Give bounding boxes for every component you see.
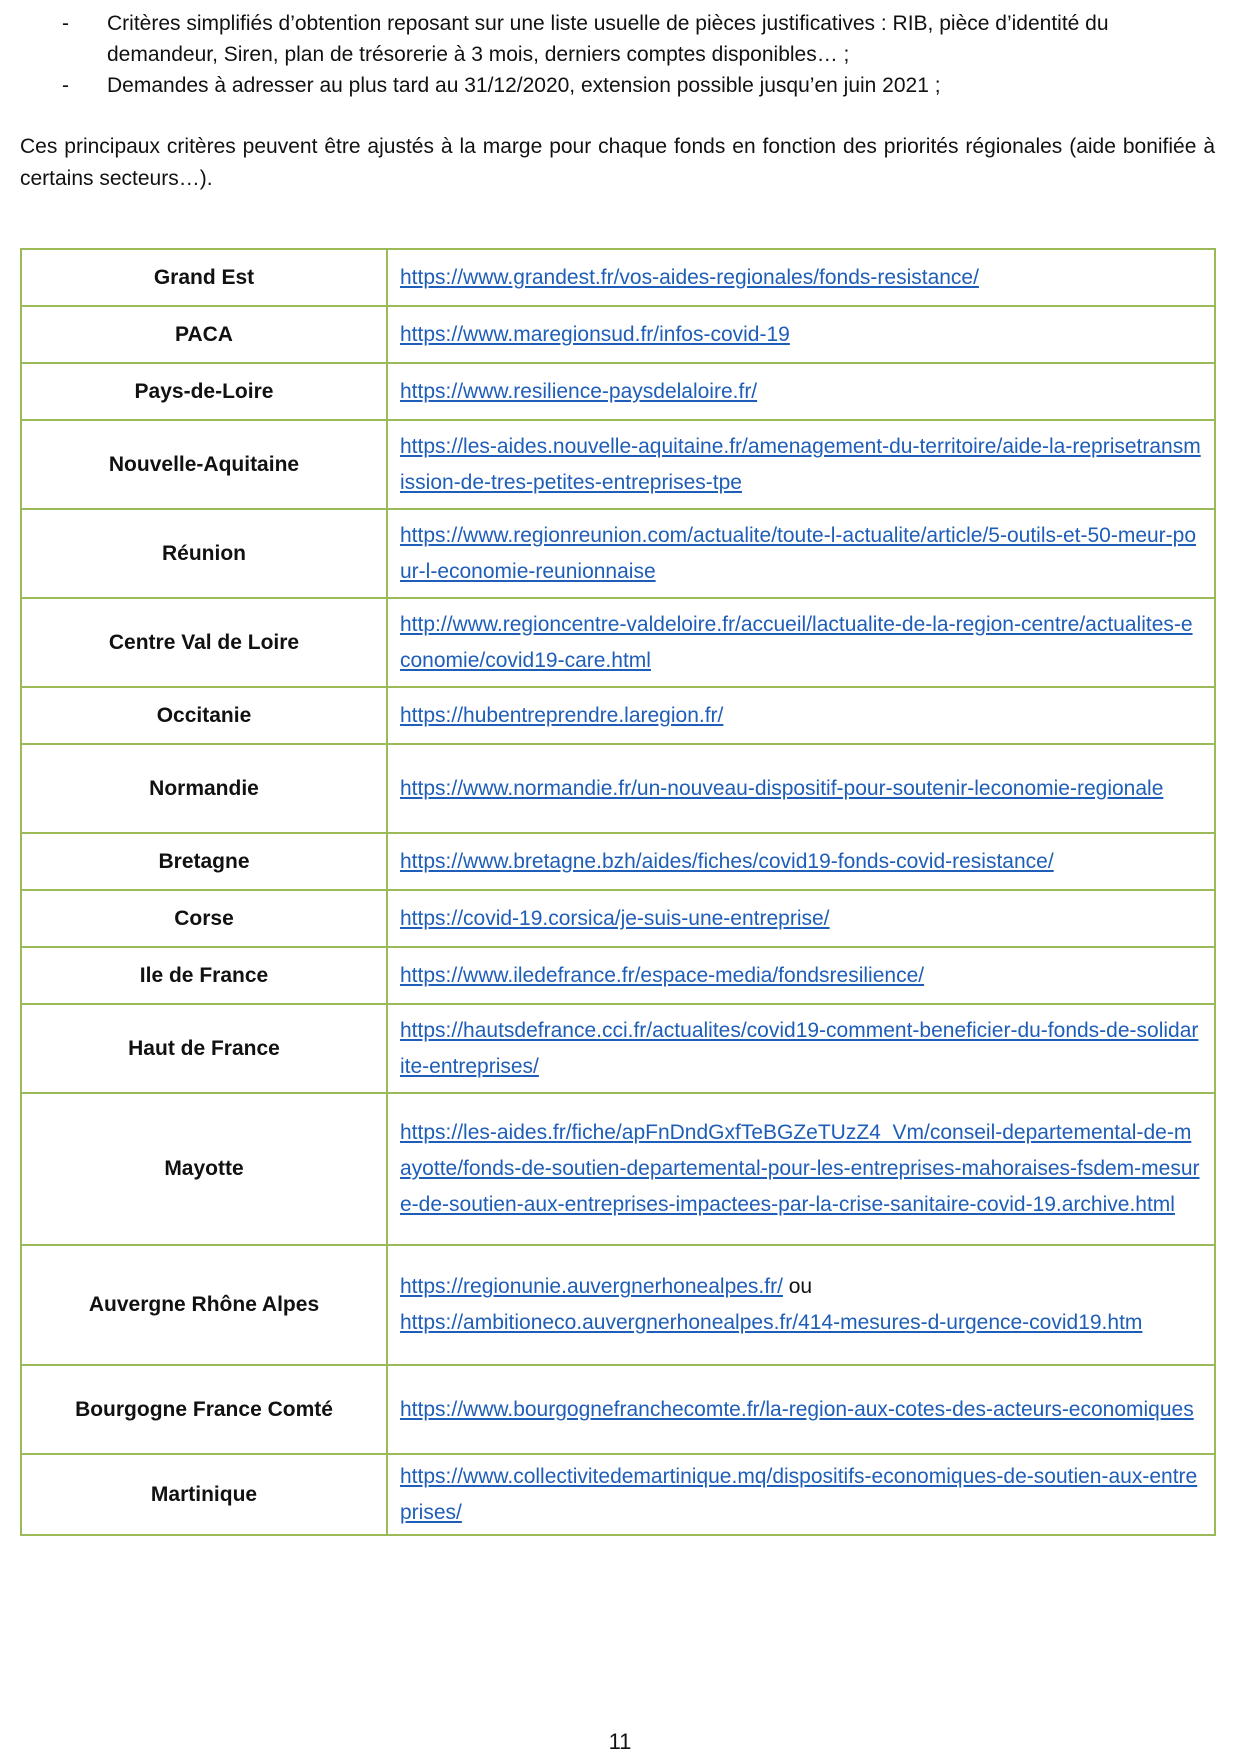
- region-link-cell: [387, 890, 1215, 947]
- region-name: Nouvelle-Aquitaine: [21, 420, 387, 509]
- region-link-cell: [387, 363, 1215, 420]
- region-link[interactable]: https://www.maregionsud.fr/infos-covid-19: [400, 322, 790, 346]
- region-link[interactable]: https://www.grandest.fr/vos-aides-regionales/fonds-resistance/: [400, 265, 979, 289]
- table-row: [21, 687, 1215, 744]
- table-row: [21, 1365, 1215, 1454]
- link-joiner: ou: [782, 1275, 813, 1298]
- region-link[interactable]: https://les-aides.fr/fiche/apFnDndGxfTeBGZeTUzZ4_Vm/conseil-departemental-de-mayotte/fonds-de-soutien-departemental-pour-les-entreprises-mahoraises-fsdem-mesure-de-soutien-aux-entreprises-impactees-par-la-crise-sanitaire-covid-19.archive.html: [400, 1121, 1200, 1216]
- region-link[interactable]: https://www.iledefrance.fr/espace-media/fondsresilience/: [400, 963, 925, 987]
- bullet-text: Demandes à adresser au plus tard au 31/12/2020, extension possible jusqu’en juin 2021 ;: [107, 74, 941, 97]
- region-link-cell: [387, 509, 1215, 598]
- region-link[interactable]: https://www.resilience-paysdelaloire.fr/: [400, 379, 758, 403]
- table-row: [21, 1245, 1215, 1365]
- region-name: Haut de France: [21, 1004, 387, 1093]
- region-link[interactable]: https://www.collectivitedemartinique.mq/dispositifs-economiques-de-soutien-aux-entreprises/: [400, 1464, 1198, 1524]
- region-link[interactable]: https://covid-19.corsica/je-suis-une-entreprise/: [400, 906, 830, 930]
- table-row: [21, 363, 1215, 420]
- region-name: Corse: [21, 890, 387, 947]
- region-link[interactable]: http://www.regioncentre-valdeloire.fr/accueil/lactualite-de-la-region-centre/actualites-economie/covid19-care.html: [400, 612, 1193, 672]
- region-name: Pays-de-Loire: [21, 363, 387, 420]
- region-link[interactable]: https://les-aides.nouvelle-aquitaine.fr/amenagement-du-territoire/aide-la-reprisetransmission-de-tres-petites-entreprises-tpe: [400, 434, 1201, 494]
- regional-funds-table: [20, 248, 1216, 1536]
- region-name: Auvergne Rhône Alpes: [21, 1245, 387, 1365]
- region-name: Normandie: [21, 744, 387, 833]
- table-row: [21, 249, 1215, 306]
- region-link-cell: [387, 833, 1215, 890]
- criteria-paragraph: Ces principaux critères peuvent être ajustés à la marge pour chaque fonds en fonction des priorités régionales (aide bonifiée à certains secteurs…).: [20, 135, 1215, 190]
- region-link-cell: [387, 1004, 1215, 1093]
- region-name: Bourgogne France Comté: [21, 1365, 387, 1454]
- region-link[interactable]: https://hautsdefrance.cci.fr/actualites/covid19-comment-beneficier-du-fonds-de-solidarite-entreprises/: [400, 1018, 1199, 1078]
- page-number: 11: [608, 1729, 632, 1754]
- region-name: Bretagne: [21, 833, 387, 890]
- region-link-cell: [387, 744, 1215, 833]
- table-row: [21, 890, 1215, 947]
- bullet-text: Critères simplifiés d’obtention reposant sur une liste usuelle de pièces justificatives : RIB, pièce d’identité du demandeur, Siren, plan de trésorerie à 3 mois, derniers comptes disponibles… ;: [107, 12, 1109, 66]
- region-name: Réunion: [21, 509, 387, 598]
- region-link-cell: [387, 1093, 1215, 1245]
- region-link-cell: [387, 306, 1215, 363]
- region-link-cell: [387, 1365, 1215, 1454]
- region-name: Grand Est: [21, 249, 387, 306]
- table-row: [21, 509, 1215, 598]
- bullet-list: [62, 8, 1222, 101]
- region-link[interactable]: https://www.normandie.fr/un-nouveau-dispositif-pour-soutenir-leconomie-regionale: [400, 776, 1164, 800]
- region-link-cell: [387, 687, 1215, 744]
- region-link-cell: [387, 420, 1215, 509]
- table-row: [21, 1454, 1215, 1535]
- region-link[interactable]: https://ambitioneco.auvergnerhonealpes.fr/414-mesures-d-urgence-covid19.htm: [400, 1311, 1143, 1334]
- table-row: [21, 833, 1215, 890]
- region-name: Centre Val de Loire: [21, 598, 387, 687]
- bullet-marker: -: [62, 12, 69, 35]
- region-link[interactable]: https://www.bourgognefranchecomte.fr/la-region-aux-cotes-des-acteurs-economiques: [400, 1397, 1194, 1421]
- table-row: [21, 598, 1215, 687]
- region-link-cell: [387, 249, 1215, 306]
- table-row: [21, 947, 1215, 1004]
- table-row: [21, 1004, 1215, 1093]
- region-link-cell: [387, 947, 1215, 1004]
- region-link[interactable]: https://www.regionreunion.com/actualite/toute-l-actualite/article/5-outils-et-50-meur-pour-l-economie-reunionnaise: [400, 523, 1197, 583]
- bullet-marker: -: [62, 74, 69, 97]
- table-row: [21, 306, 1215, 363]
- table-row: [21, 1093, 1215, 1245]
- table-row: [21, 420, 1215, 509]
- table-row: [21, 744, 1215, 833]
- region-name: Ile de France: [21, 947, 387, 1004]
- bullet-item: [62, 70, 1222, 101]
- region-link-cell: [387, 598, 1215, 687]
- region-link[interactable]: https://regionunie.auvergnerhonealpes.fr/: [400, 1275, 783, 1298]
- region-link-cell: [387, 1245, 1215, 1365]
- region-name: Martinique: [21, 1454, 387, 1535]
- bullet-item: [62, 8, 1222, 70]
- region-name: Mayotte: [21, 1093, 387, 1245]
- region-name: PACA: [21, 306, 387, 363]
- region-name: Occitanie: [21, 687, 387, 744]
- region-link[interactable]: https://hubentreprendre.laregion.fr/: [400, 703, 724, 727]
- region-link-cell: [387, 1454, 1215, 1535]
- region-link[interactable]: https://www.bretagne.bzh/aides/fiches/covid19-fonds-covid-resistance/: [400, 849, 1054, 873]
